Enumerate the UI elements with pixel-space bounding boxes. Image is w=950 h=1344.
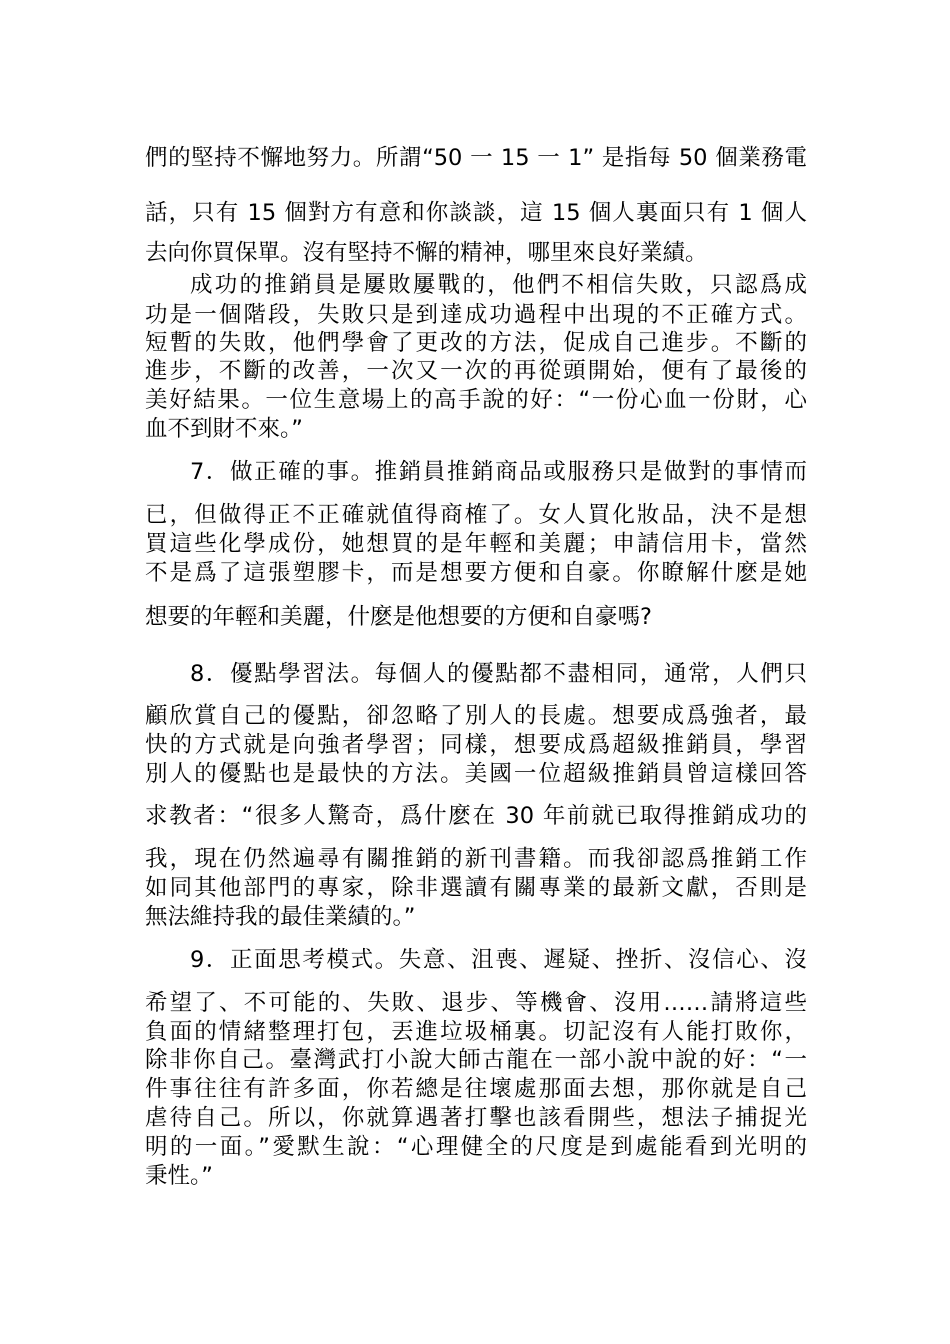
text-line: 們的堅持不懈地努力。所謂“50 一 15 一 1” 是指每 50 個業務電 xyxy=(145,145,807,171)
text-line: 除非你自己。臺灣武打小說大師古龍在一部小說中說的好：“一 xyxy=(145,1047,807,1073)
text-line: 希望了、不可能的、失敗、退步、等機會、沒用……請將這些 xyxy=(145,990,807,1016)
text-line: 9．正面思考模式。失意、沮喪、遲疑、挫折、沒信心、沒 xyxy=(190,947,807,973)
text-line: 求教者：“很多人驚奇，爲什麽在 30 年前就已取得推銷成功的 xyxy=(145,803,807,829)
text-line: 買這些化學成份，她想買的是年輕和美麗；申請信用卡，當然 xyxy=(145,531,807,557)
text-line: 美好結果。一位生意場上的高手說的好：“一份心血一份財，心 xyxy=(145,387,807,413)
text-line: 無法維持我的最佳業績的。” xyxy=(145,904,416,930)
text-line: 我，現在仍然遍尋有關推銷的新刊書籍。而我卻認爲推銷工作 xyxy=(145,846,807,872)
text-line: 想要的年輕和美麗，什麽是他想要的方便和自豪嗎? xyxy=(145,604,652,630)
text-line: 件事往往有許多面，你若總是往壞處那面去想，那你就是自己 xyxy=(145,1076,807,1102)
text-line: 負面的情緒整理打包，丟進垃圾桶裏。切記沒有人能打敗你， xyxy=(145,1019,807,1045)
text-line: 8．優點學習法。每個人的優點都不盡相同，通常，人們只 xyxy=(190,661,807,687)
text-line: 顧欣賞自己的優點，卻忽略了別人的長處。想要成爲強者，最 xyxy=(145,703,807,729)
text-line: 快的方式就是向強者學習；同樣，想要成爲超級推銷員，學習 xyxy=(145,732,807,758)
text-line: 話，只有 15 個對方有意和你談談，這 15 個人裏面只有 1 個人 xyxy=(145,200,807,226)
text-line: 7．做正確的事。推銷員推銷商品或服務只是做對的事情而 xyxy=(190,459,807,485)
text-line: 如同其他部門的專家，除非選讀有關專業的最新文獻，否則是 xyxy=(145,875,807,901)
text-line: 明的一面。”愛默生說：“心理健全的尺度是到處能看到光明的 xyxy=(145,1134,807,1160)
text-line: 別人的優點也是最快的方法。美國一位超級推銷員曾這樣回答 xyxy=(145,761,807,787)
text-line: 虐待自己。所以，你就算遇著打擊也該看開些，想法子捕捉光 xyxy=(145,1105,807,1131)
text-line: 已，但做得正不正確就值得商榷了。女人買化妝品，決不是想 xyxy=(145,502,807,528)
text-line: 秉性。” xyxy=(145,1163,213,1189)
text-line: 短暫的失敗，他們學會了更改的方法，促成自己進步。不斷的 xyxy=(145,330,807,356)
text-line: 成功的推銷員是屢敗屢戰的，他們不相信失敗，只認爲成 xyxy=(190,272,807,298)
text-line: 血不到財不來。” xyxy=(145,416,303,442)
text-line: 功是一個階段，失敗只是到達成功過程中出現的不正確方式。 xyxy=(145,302,807,328)
text-line: 去向你買保單。沒有堅持不懈的精神，哪里來良好業績。 xyxy=(145,240,708,266)
text-line: 進步，不斷的改善，一次又一次的再從頭開始，便有了最後的 xyxy=(145,358,807,384)
text-line: 不是爲了這張塑膠卡，而是想要方便和自豪。你瞭解什麽是她 xyxy=(145,560,807,586)
